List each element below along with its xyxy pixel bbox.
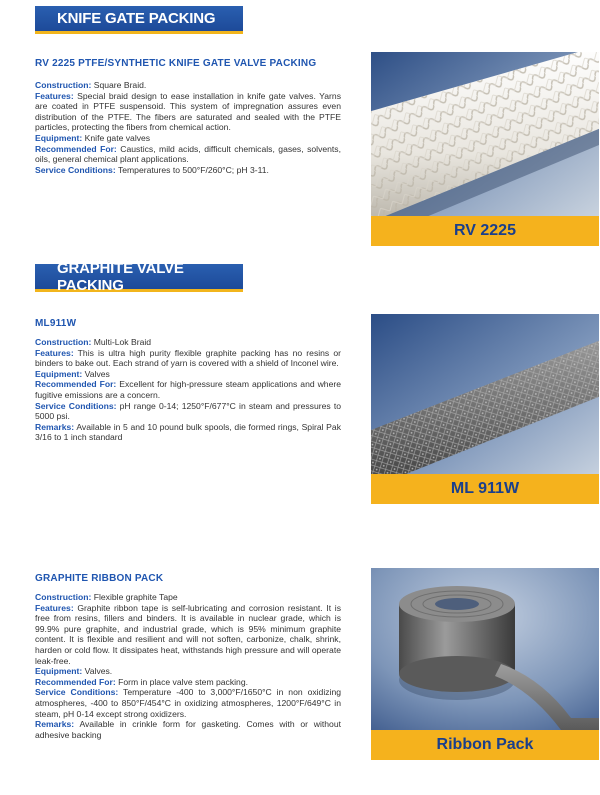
- product-description-rv2225: [35, 80, 341, 175]
- remarks-value: Available in 5 and 10 pound bulk spools, die formed rings, Spiral Pak 3/16 to 1 inch standard: [35, 421, 341, 443]
- service-conditions-value: Temperature -400 to 3,000°F/1650°C in non oxidizing atmospheres, -400 to 850°F/454°C in oxidizing atmospheres, 1200°F/649°C in steam, pH 0-14 except strong oxidizers.: [35, 687, 342, 719]
- recommended-value: Caustics, mild acids, difficult chemicals, gases, solvents, oils, general chemical plant applications.: [35, 143, 341, 165]
- features-label: Features:: [35, 347, 74, 358]
- recommended-value: Form in place valve stem packing.: [118, 676, 249, 687]
- recommended-value: Excellent for high-pressure steam applications and where fugitive emissions are a concern.: [35, 379, 341, 400]
- equipment-label: Equipment:: [35, 368, 83, 379]
- remarks-label: Remarks:: [35, 421, 75, 432]
- equipment-value: Knife gate valves: [84, 132, 151, 143]
- product-title-ml911w: ML911W: [35, 318, 77, 329]
- construction-value: Flexible graphite Tape: [93, 592, 178, 602]
- product-caption-rv2225: RV 2225: [371, 216, 599, 246]
- features-label: Features:: [35, 90, 74, 101]
- product-caption-ml911w: ML 911W: [371, 474, 599, 504]
- equipment-value: Valves: [84, 368, 110, 379]
- features-value: This is ultra high purity flexible graphite packing has no resins or binders to bake out. Each strand of yarn is covered with a shield of Inconel wire.: [35, 347, 341, 369]
- service-conditions-label: Service Conditions:: [35, 164, 116, 175]
- service-conditions-value: Temperatures to 500°F/260°C; pH 3-11.: [117, 164, 269, 175]
- recommended-label: Recommended For:: [35, 379, 117, 390]
- construction-label: Construction:: [35, 80, 92, 90]
- product-photo-ribbon-pack: [371, 568, 599, 730]
- construction-label: Construction:: [35, 592, 92, 602]
- equipment-label: Equipment:: [35, 132, 83, 143]
- service-conditions-value: pH range 0-14; 1250°F/677°C in steam and pressures to 5000 psi.: [35, 400, 342, 422]
- construction-value: Square Braid.: [93, 80, 147, 90]
- section-banner-graphite-valve: GRAPHITE VALVE PACKING: [35, 264, 243, 292]
- remarks-label: Remarks:: [35, 719, 75, 730]
- recommended-label: Recommended For:: [35, 143, 117, 154]
- remarks-value: Available in crinkle form for gasketing. Comes with or without adhesive backing: [35, 719, 341, 740]
- product-photo-ml911w: [371, 314, 599, 474]
- equipment-value: Valves.: [84, 666, 113, 677]
- product-title-ribbon-pack: GRAPHITE RIBBON PACK: [35, 573, 164, 584]
- section-banner-knife-gate: KNIFE GATE PACKING: [35, 6, 243, 34]
- service-conditions-label: Service Conditions:: [35, 400, 117, 411]
- features-label: Features:: [35, 602, 74, 613]
- product-caption-ribbon-pack: Ribbon Pack: [371, 730, 599, 760]
- equipment-label: Equipment:: [35, 666, 83, 677]
- service-conditions-label: Service Conditions:: [35, 687, 119, 698]
- features-value: Special braid design to ease installation in knife gate valves. Yarns are coated in PTFE suspensoid. This system of impregnation assures even distribution of the PTFE. The fibers are saturated and sealed with the PTFE particles, protecting the fibers from chemical action.: [35, 90, 341, 133]
- product-description-ml911w: [35, 337, 341, 443]
- features-value: Graphite ribbon tape is self-lubricating and corrosion resistant. It is free from resins, fillers and binders. It is available in nuclear grade, which is 99.9% pure graphite, and industrial grade, which is 95% minimum graphite content. It is flexible and resilient and will not soften, carbonize, chalk, shrink, harden or cold flow. It dissipates heat, withstands high pressure and will operate leak-free.: [35, 602, 341, 666]
- product-title-rv2225: RV 2225 PTFE/SYNTHETIC KNIFE GATE VALVE PACKING: [35, 58, 317, 69]
- construction-label: Construction:: [35, 337, 92, 347]
- product-photo-rv2225: [371, 52, 599, 216]
- construction-value: Multi-Lok Braid: [93, 337, 152, 347]
- recommended-label: Recommended For:: [35, 676, 116, 687]
- product-description-ribbon-pack: [35, 592, 341, 740]
